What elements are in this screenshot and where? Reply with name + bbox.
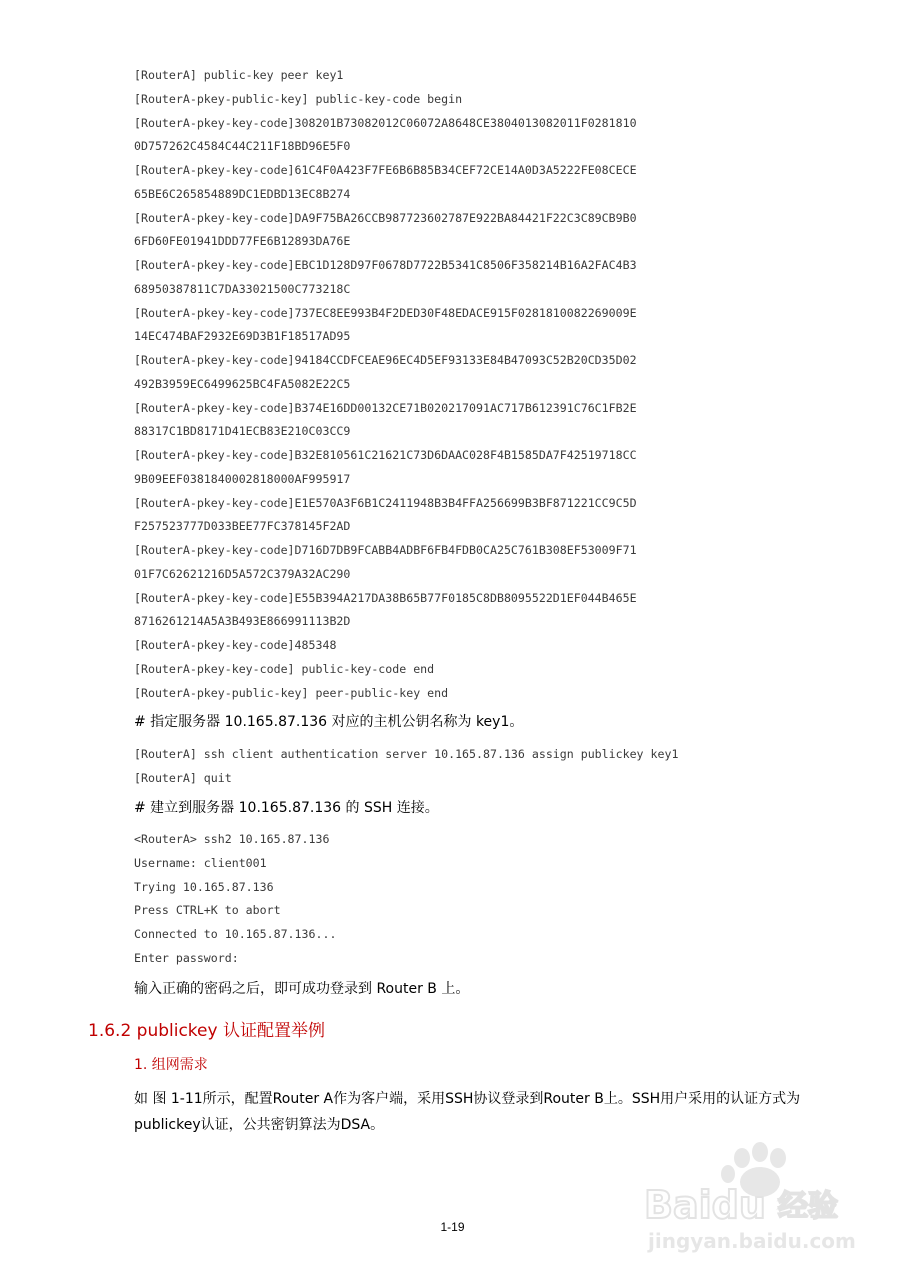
code-line: [RouterA-pkey-key-code]737EC8EE993B4F2DED30F48EDACE915F0281810082269009E <box>134 305 637 320</box>
network-requirement-paragraph: 如 图 1-11所示，配置Router A作为客户端，采用SSH协议登录到Router B上。SSH用户采用的认证方式为publickey认证，公共密钥算法为DSA。 <box>134 1091 801 1133</box>
baidu-jingyan-watermark <box>640 1140 870 1260</box>
code-line: Press CTRL+K to abort <box>134 903 281 918</box>
code-line: Trying 10.165.87.136 <box>134 879 274 894</box>
code-line: [RouterA] public-key peer key1 <box>134 68 344 82</box>
code-line: [RouterA-pkey-public-key] public-key-code begin <box>134 91 463 106</box>
code-block-public-key <box>134 64 637 705</box>
code-line: [RouterA-pkey-key-code]485348 <box>134 638 337 652</box>
code-line: 6FD60FE01941DDD77FE6B12893DA76E <box>134 234 351 249</box>
code-line: 65BE6C265854889DC1EDBD13EC8B274 <box>134 186 351 201</box>
watermark-brand-cn: 经验 <box>778 1189 838 1224</box>
watermark-url: jingyan.baidu.com <box>648 1229 856 1253</box>
code-line: 01F7C62621216D5A572C379A32AC290 <box>134 566 351 581</box>
page-number: 1-19 <box>440 1220 465 1234</box>
comment-assign-host-key: # 指定服务器 10.165.87.136 对应的主机公钥名称为 key1。 <box>134 714 524 730</box>
code-line: 0D757262C4584C44C211F18BD96E5F0 <box>134 139 351 154</box>
subsection-heading: 1. 组网需求 <box>134 1057 208 1073</box>
code-line: Username: client001 <box>134 855 267 870</box>
code-line: [RouterA-pkey-key-code]E1E570A3F6B1C2411948B3B4FFA256699B3BF871221CC9C5D <box>134 495 637 510</box>
code-line: [RouterA-pkey-key-code]B32E810561C21621C73D6DAAC028F4B1585DA7F42519718CC <box>134 448 637 462</box>
code-line: 492B3959EC6499625BC4FA5082E22C5 <box>134 376 351 391</box>
code-line: Connected to 10.165.87.136... <box>134 927 337 941</box>
code-line: F257523777D033BEE77FC378145F2AD <box>134 519 351 534</box>
code-line: 8716261214A5A3B493E866991113B2D <box>134 614 351 629</box>
code-line: <RouterA> ssh2 10.165.87.136 <box>134 832 330 846</box>
code-line: [RouterA-pkey-key-code]E55B394A217DA38B65B77F0185C8DB8095522D1EF044B465E <box>134 590 637 605</box>
code-line: 88317C1BD8171D41ECB83E210C03CC9 <box>134 424 351 439</box>
code-line: Enter password: <box>134 950 239 965</box>
paw-toe-2 <box>752 1142 768 1162</box>
comment-establish-ssh: # 建立到服务器 10.165.87.136 的 SSH 连接。 <box>134 800 439 816</box>
code-line: 14EC474BAF2932E69D3B1F18517AD95 <box>134 329 351 344</box>
code-line: [RouterA] quit <box>134 770 232 785</box>
section-heading: 1.6.2 publickey 认证配置举例 <box>88 1021 325 1041</box>
code-line: [RouterA-pkey-key-code]94184CCDFCEAE96EC4D5EF93133E84B47093C52B20CD35D02 <box>134 353 637 367</box>
code-line: [RouterA-pkey-key-code]EBC1D128D97F0678D7722B5341C8506F358214B16A2FAC4B3 <box>134 258 637 272</box>
paw-toe-1 <box>734 1148 750 1168</box>
code-block-ssh-session <box>134 828 336 971</box>
code-block-ssh-client-config <box>134 743 678 791</box>
code-line: 9B09EEF0381840002818000AF995917 <box>134 471 351 486</box>
code-line: [RouterA-pkey-key-code]308201B73082012C06072A8648CE3804013082011F0281810 <box>134 115 637 130</box>
code-line: [RouterA-pkey-key-code]61C4F0A423F7FE6B6B85B34CEF72CE14A0D3A5222FE08CECE <box>134 163 637 177</box>
code-line: [RouterA-pkey-key-code]B374E16DD00132CE71B020217091AC717B612391C76C1FB2E <box>134 400 637 415</box>
code-line: [RouterA] ssh client authentication server 10.165.87.136 assign publickey key1 <box>134 747 679 761</box>
paw-toe-3 <box>770 1148 786 1168</box>
code-line: [RouterA-pkey-public-key] peer-public-key end <box>134 685 449 700</box>
watermark-brand: Baidu <box>644 1183 766 1227</box>
paw-toe-4 <box>721 1165 735 1183</box>
note-login-success: 输入正确的密码之后，即可成功登录到 Router B 上。 <box>134 981 470 997</box>
code-line: [RouterA-pkey-key-code]DA9F75BA26CCB987723602787E922BA84421F22C3C89CB9B0 <box>134 210 637 225</box>
code-line: [RouterA-pkey-key-code]D716D7DB9FCABB4ADBF6FB4FDB0CA25C761B308EF53009F71 <box>134 543 637 557</box>
code-line: 68950387811C7DA33021500C773218C <box>134 281 351 296</box>
code-line: [RouterA-pkey-key-code] public-key-code end <box>134 661 435 676</box>
